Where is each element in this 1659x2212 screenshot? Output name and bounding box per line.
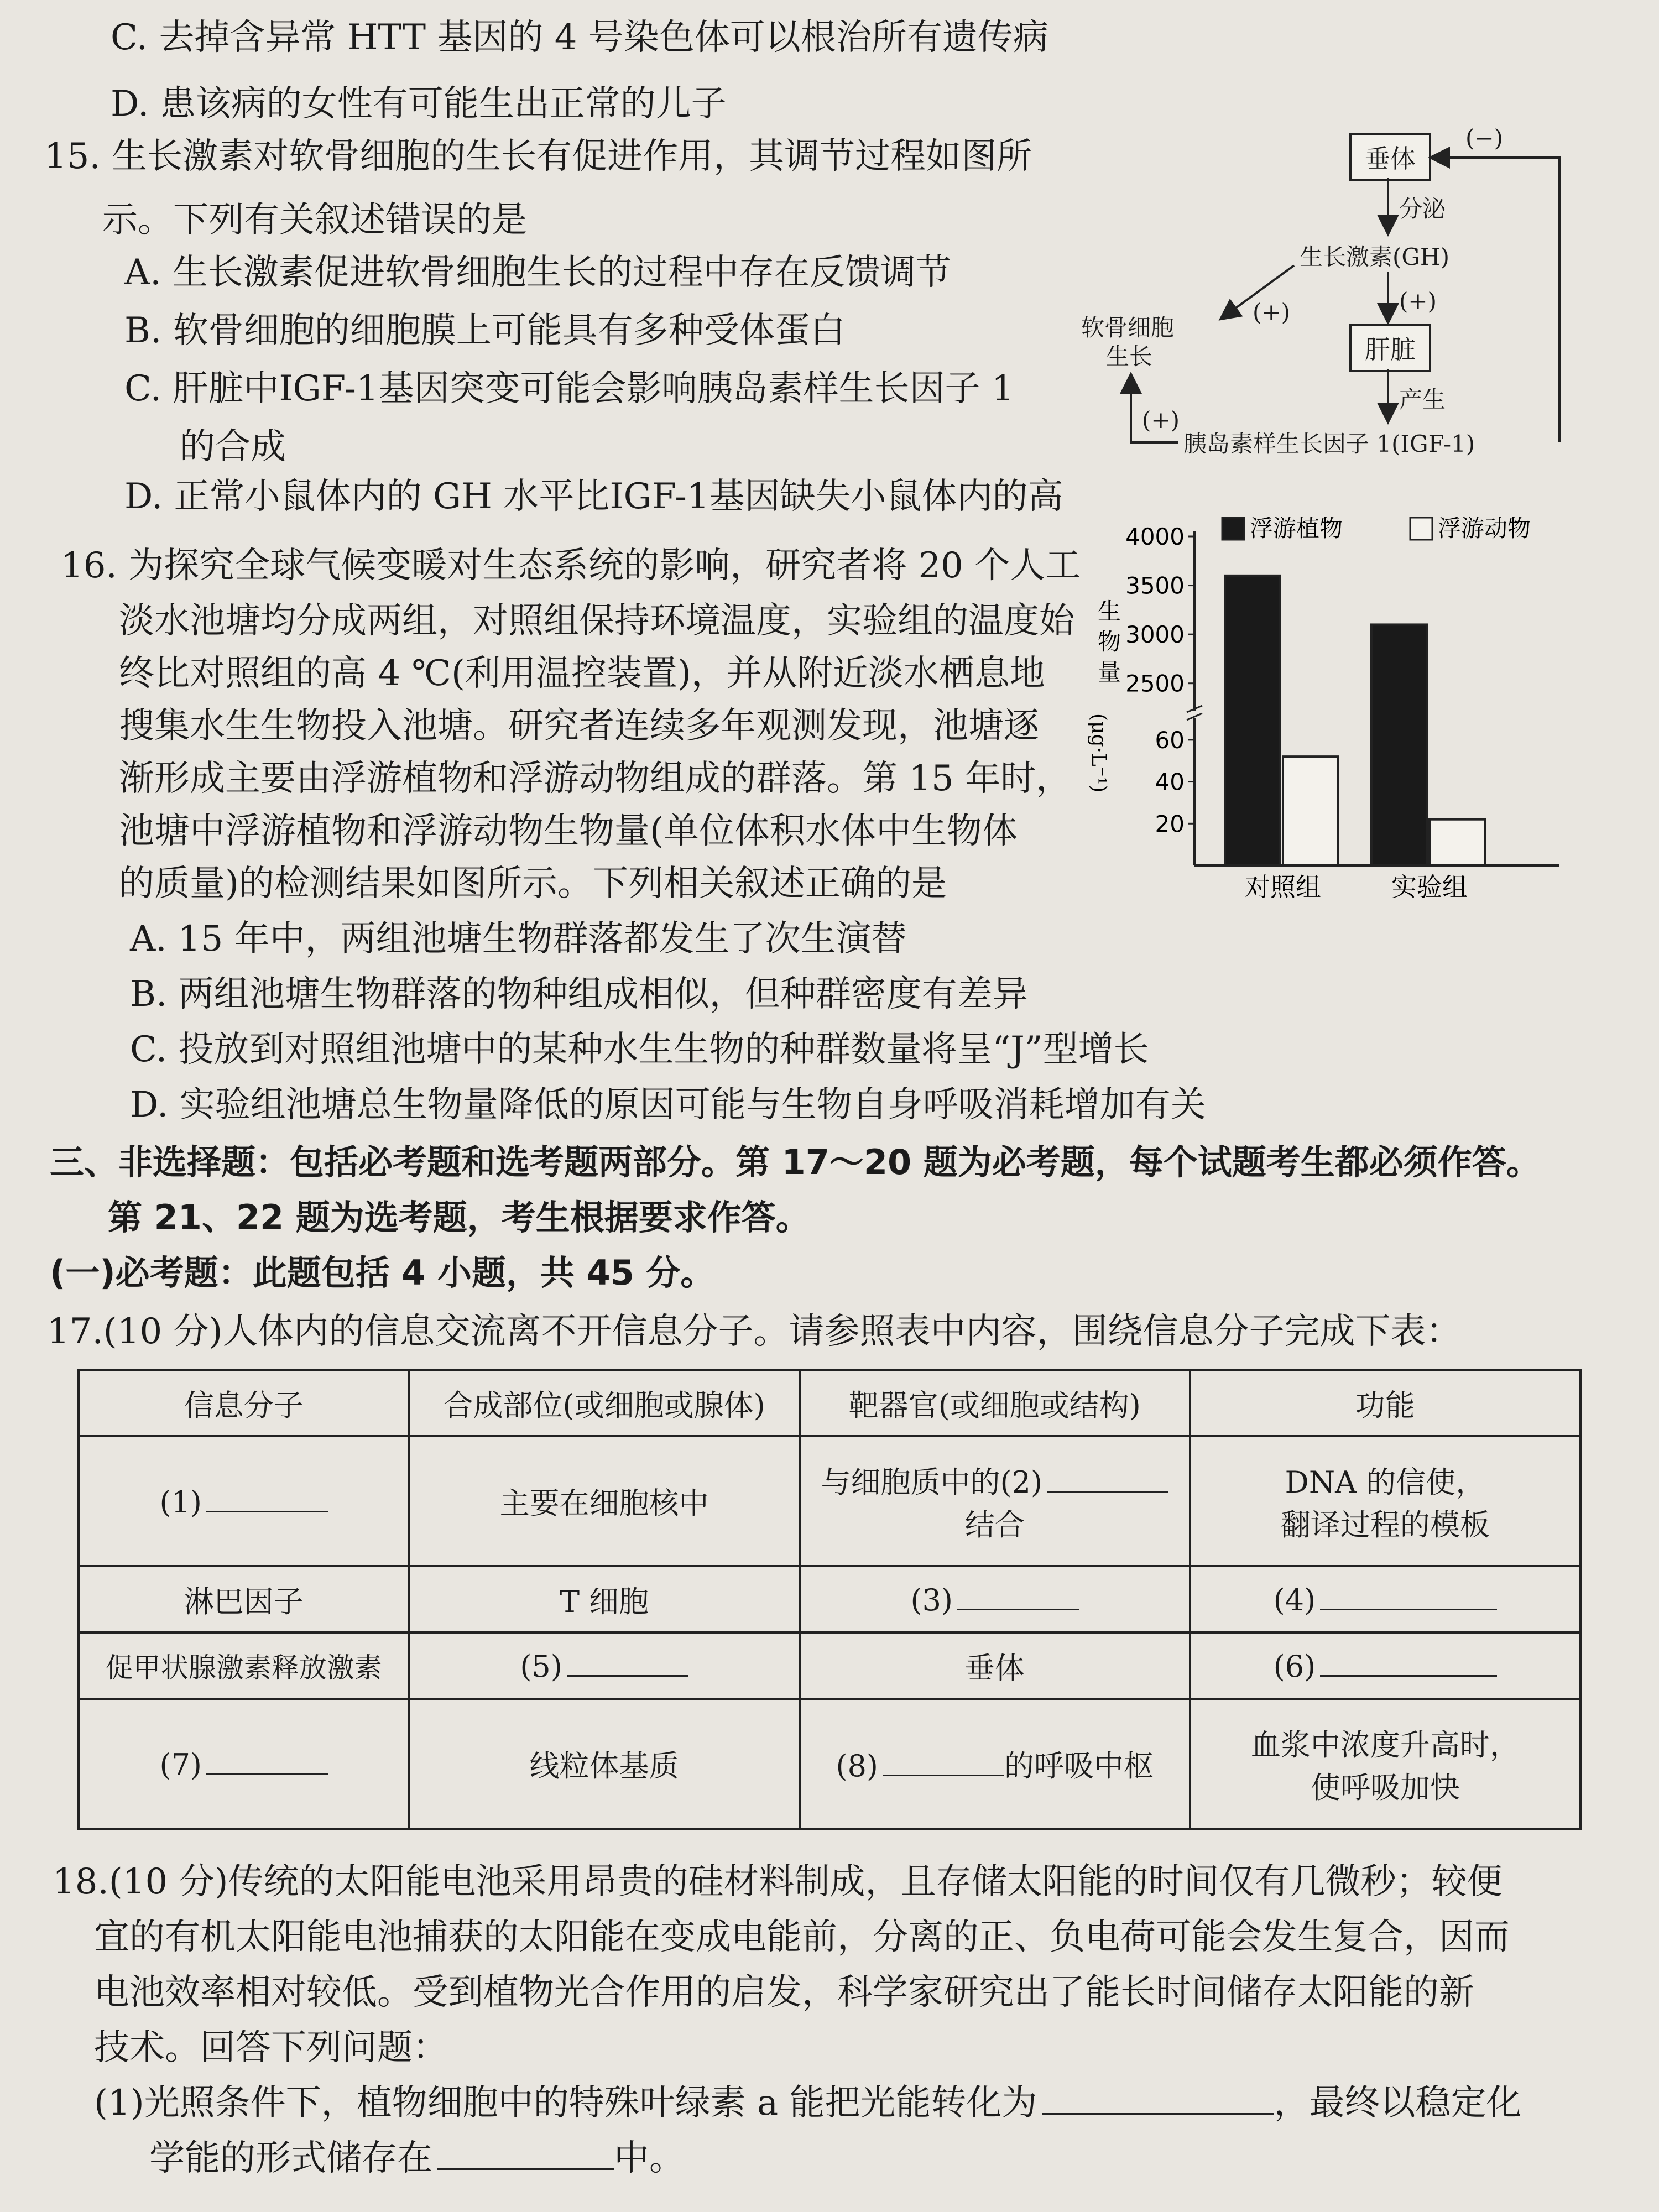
chart-bars [1225,576,1485,865]
secrete-label: 分泌 [1399,195,1446,222]
table-cell: 线粒体基质 [409,1699,800,1829]
bar-浮游动物-实验组 [1430,820,1485,865]
blank-label: (8) [836,1749,878,1783]
answer-blank-8[interactable] [883,1747,1004,1776]
table-cell [800,1566,1190,1632]
arrow-igf-feedback [1432,158,1559,442]
gh-label: 生长激素(GH) [1300,243,1449,270]
table-cell [1190,1699,1580,1829]
legend-swatch-zooplankton [1410,518,1432,540]
y-tick-label: 3500 [1125,572,1185,599]
chart-x-labels [1245,872,1468,902]
y-axis-label-char: 生 [1098,598,1121,625]
answer-blank-6[interactable] [1320,1647,1497,1677]
q17-table [77,1369,1582,1830]
q14-option-c: C. 去掉含异常 HTT 基因的 4 号染色体可以根治所有遗传病 [111,17,1048,58]
legend-label: 浮游动物 [1438,515,1531,542]
y-axis-label-char: 物 [1098,628,1121,655]
table-cell: 垂体 [800,1632,1190,1699]
table-cell: 促甲状腺激素释放激素 [79,1632,409,1699]
cell-text: 翻译过程的模板 [1280,1507,1490,1542]
y-axis-label-char: 量 [1098,659,1121,686]
q16-option-b: B. 两组池塘生物群落的物种组成相似，但种群密度有差异 [130,974,1028,1015]
y-tick-label: 4000 [1125,523,1185,550]
answer-blank-4[interactable] [1320,1581,1497,1610]
cartilage-label-2: 生长 [1106,343,1153,370]
plus-igf-cartilage: (+) [1142,406,1180,434]
q16-stem-line7: 的质量)的检测结果如图所示。下列相关叙述正确的是 [119,863,947,904]
q16-stem-line3: 终比对照组的高 4 ℃(利用温控装置)，并从附近淡水栖息地 [119,653,1045,694]
cartilage-label-1: 软骨细胞 [1081,314,1175,341]
q16-option-d: D. 实验组池塘总生物量降低的原因可能与生物自身呼吸消耗增加有关 [130,1084,1206,1125]
table-header: 靶器官(或细胞或结构) [800,1370,1190,1436]
x-tick-label: 对照组 [1245,872,1321,902]
table-cell [1190,1566,1580,1632]
table-header-row [79,1370,1580,1436]
q15-stem-line1: 15. 生长激素对软骨细胞的生长有促进作用，其调节过程如图所 [44,136,1032,177]
legend-swatch-phytoplankton [1222,518,1244,540]
produce-label: 产生 [1399,386,1446,413]
q18-part1-line1 [94,2082,1522,2125]
blank-label: (7) [159,1747,202,1782]
diagram-arrows [0,0,1659,498]
section3-subtitle: (一)必考题：此题包括 4 小题，共 45 分。 [50,1253,715,1293]
q16-stem-line5: 渐形成主要由浮游植物和浮游动物组成的群落。第 15 年时， [119,758,1072,799]
q18-part1-text-d: 中。 [614,2138,685,2179]
igf-label: 胰岛素样生长因子 1(IGF-1) [1183,430,1475,457]
bar-浮游动物-对照组 [1283,757,1338,865]
q16-stem-line1: 16. 为探究全球气候变暖对生态系统的影响，研究者将 20 个人工 [61,545,1081,586]
table-header: 信息分子 [79,1370,409,1436]
legend-label: 浮游植物 [1250,515,1343,542]
cell-text: 结合 [964,1507,1025,1542]
table-header: 合成部位(或细胞或腺体) [409,1370,800,1436]
section3-title-line2: 第 21、22 题为选考题，考生根据要求作答。 [108,1197,810,1238]
q18-stem-line1: 18.(10 分)传统的太阳能电池采用昂贵的硅材料制成，且存储太阳能的时间仅有几微秒；较便 [53,1861,1503,1902]
y-tick-label: 3000 [1125,621,1185,649]
blank-label: (5) [520,1649,562,1684]
y-tick-label: 40 [1155,768,1185,796]
q15-option-a: A. 生长激素促进软骨细胞生长的过程中存在反馈调节 [124,252,951,293]
table-cell: T 细胞 [409,1566,800,1632]
q16-option-c: C. 投放到对照组池塘中的某种水生生物的种群数量将呈“J”型增长 [130,1029,1149,1070]
blank-label: (3) [910,1583,953,1618]
q15-option-c-cont: 的合成 [180,426,286,467]
table-cell [800,1699,1190,1829]
plus-gh-liver: (+) [1399,288,1437,315]
q16-option-a: A. 15 年中，两组池塘生物群落都发生了次生演替 [130,919,907,959]
table-cell [409,1632,800,1699]
table-cell: 淋巴因子 [79,1566,409,1632]
q14-option-d: D. 患该病的女性有可能生出正常的儿子 [111,84,727,124]
plus-gh-cartilage: (+) [1253,299,1290,326]
blank-label: (6) [1273,1649,1316,1684]
q16-stem-line6: 池塘中浮游植物和浮游动物生物量(单位体积水体中生物体 [119,811,1018,852]
pituitary-box: 垂体 [1349,133,1431,181]
q15-option-c: C. 肝脏中IGF-1基因突变可能会影响胰岛素样生长因子 1 [124,368,1014,409]
q18-stem-line4: 技术。回答下列问题： [94,2027,448,2068]
bar-浮游植物-实验组 [1371,624,1427,865]
table-cell [1190,1436,1580,1566]
blank-label: (1) [159,1484,202,1520]
table-header: 功能 [1190,1370,1580,1436]
y-tick-label: 2500 [1125,670,1185,697]
cell-text: 与细胞质中的(2) [821,1464,1042,1500]
y-axis-unit: (μg·L⁻¹) [1087,713,1110,793]
minus-feedback: (−) [1465,124,1503,152]
q18-part1-text-c: 学能的形式储存在 [149,2138,432,2179]
table-row [79,1436,1580,1566]
answer-blank-q18-2[interactable] [437,2141,614,2170]
cell-text: DNA 的信使， [1285,1464,1486,1500]
table-cell [79,1436,409,1566]
answer-blank-2[interactable] [1047,1463,1168,1493]
q18-stem-line2: 宜的有机太阳能电池捕获的太阳能在变成电能前，分离的正、负电荷可能会发生复合，因而 [94,1917,1510,1958]
blank-label: (4) [1273,1583,1316,1618]
y-tick-label: 60 [1155,726,1185,754]
table-cell [1190,1632,1580,1699]
q16-stem-line2: 淡水池塘均分成两组，对照组保持环境温度，实验组的温度始 [119,601,1074,641]
q17-stem: 17.(10 分)人体内的信息交流离不开信息分子。请参照表中内容，围绕信息分子完成下表： [47,1311,1462,1352]
q16-stem-line4: 搜集水生生物投入池塘。研究者连续多年观测发现，池塘逐 [119,706,1039,747]
q15-stem-line2: 示。下列有关叙述错误的是 [102,200,527,241]
section3-title-line1: 三、非选择题：包括必考题和选考题两部分。第 17～20 题为必考题，每个试题考生都必须作答。 [50,1142,1541,1182]
q18-stem-line3: 电池效率相对较低。受到植物光合作用的启发，科学家研究出了能长时间储存太阳能的新 [94,1972,1474,2013]
q15-option-b: B. 软骨细胞的细胞膜上可能具有多种受体蛋白 [124,310,846,351]
table-cell [79,1699,409,1829]
table-row [79,1699,1580,1829]
arrow-igf-cartilage [1131,376,1178,442]
q18-part1-text-a: (1)光照条件下，植物细胞中的特殊叶绿素 a 能把光能转化为 [94,2083,1037,2124]
x-tick-label: 实验组 [1391,872,1468,902]
answer-blank-q18-1[interactable] [1042,2085,1274,2115]
chart-legend [1222,515,1531,542]
biomass-chart [1084,514,1571,912]
table-cell: 主要在细胞核中 [409,1436,800,1566]
table-row [79,1566,1580,1632]
answer-blank-5[interactable] [567,1647,688,1677]
liver-box: 肝脏 [1349,324,1431,372]
answer-blank-7[interactable] [206,1746,328,1775]
cell-text: 使呼吸加快 [1310,1770,1460,1805]
q18-part1-line2 [149,2137,685,2180]
y-tick-label: 20 [1155,810,1185,838]
cell-text: 的呼吸中枢 [1004,1749,1154,1783]
bar-浮游植物-对照组 [1225,576,1280,865]
q18-part1-text-b: ，最终以稳定化 [1274,2083,1522,2124]
cell-text: 血浆中浓度升高时， [1250,1727,1520,1762]
answer-blank-3[interactable] [957,1581,1079,1610]
table-row [79,1632,1580,1699]
q15-option-d: D. 正常小鼠体内的 GH 水平比IGF-1基因缺失小鼠体内的高 [124,476,1063,517]
answer-blank-1[interactable] [206,1483,328,1512]
table-cell [800,1436,1190,1566]
arrow-gh-cartilage [1222,265,1294,318]
